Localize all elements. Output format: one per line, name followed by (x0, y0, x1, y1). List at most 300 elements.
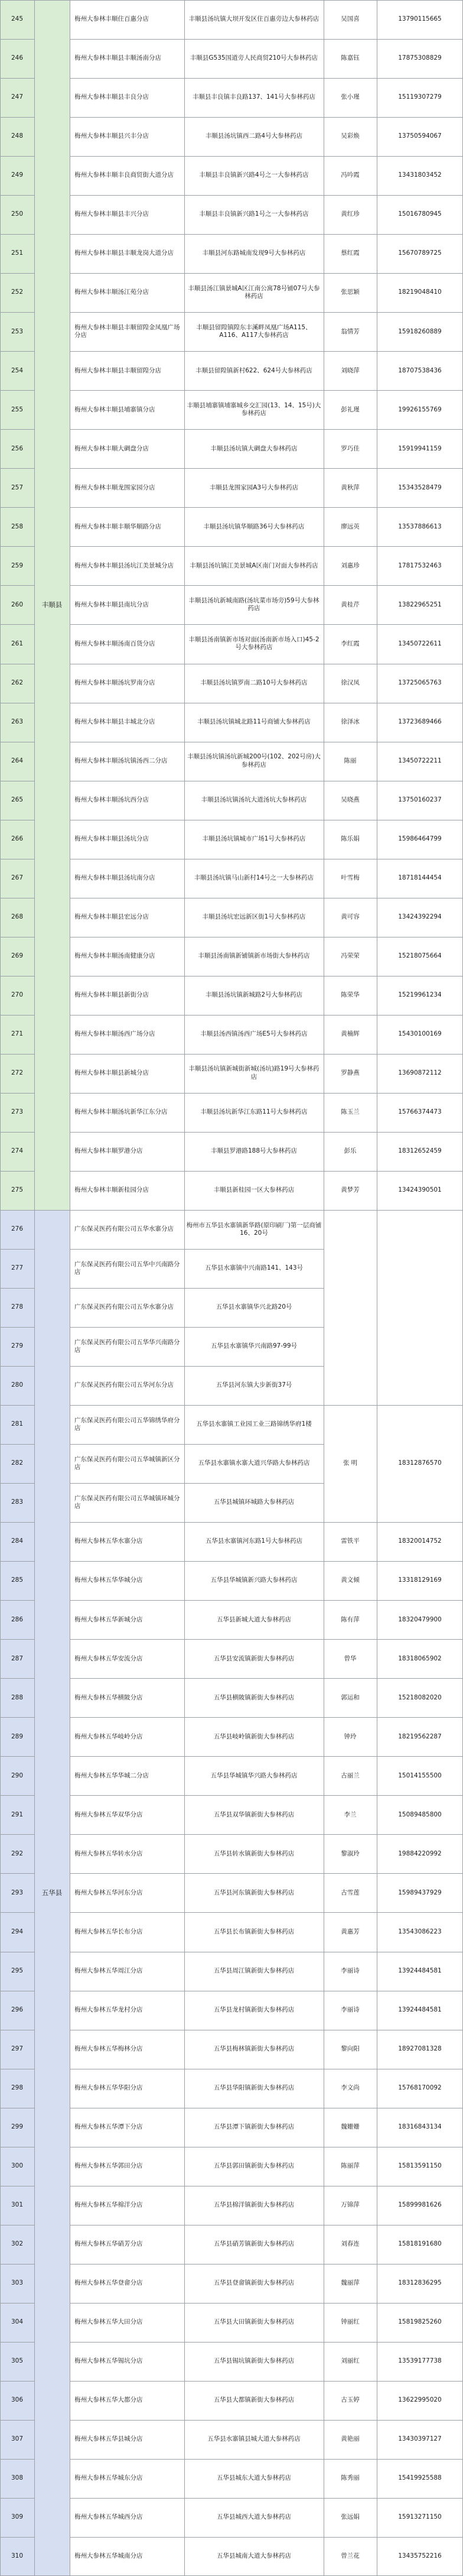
grid-line (0, 1561, 34, 1562)
store-address: 丰顺县汤坑镇新城路2号大参林药店 (205, 991, 303, 999)
row-number: 291 (11, 1811, 24, 1818)
store-address: 五华县登畲镇新街大参林药店 (213, 2279, 295, 2287)
contact-phone: 15343528479 (398, 484, 442, 491)
store-name: 梅州大参林五华双华分店 (74, 1811, 143, 1818)
row-number: 289 (11, 1733, 24, 1740)
store-name: 梅州大参林丰顺县丰顺龙岗大道分店 (74, 249, 174, 257)
grid-line (0, 1366, 34, 1367)
store-address: 丰顺县汤坑镇新城街新城(汤坑)路19号大参林药店 (188, 1065, 319, 1081)
grid-line (0, 1405, 34, 1406)
store-name: 广东保灵医药有限公司五华城镇新区分店 (74, 1455, 180, 1471)
row-number: 282 (11, 1459, 24, 1467)
grid-line (0, 429, 34, 430)
row-number: 292 (11, 1850, 24, 1857)
contact-phone: 13750594067 (398, 132, 442, 140)
store-name: 梅州大参林丰顺县丰顺留隍分店 (74, 366, 161, 374)
contact-person: 陈秀丽 (341, 2474, 360, 2482)
store-name: 广东保灵医药有限公司五华水寨分店 (74, 1225, 174, 1233)
store-name: 梅州大参林五华大田分店 (74, 2318, 143, 2326)
contact-phone: 18312836295 (398, 2279, 442, 2287)
row-number: 283 (11, 1498, 24, 1506)
contact-phone: 13539177738 (398, 2357, 442, 2365)
store-address: 五华县水寨镇华兴南路97-99号 (210, 1342, 297, 1350)
grid-line (70, 39, 324, 40)
store-name: 梅州大参林五华棉洋分店 (74, 2201, 143, 2208)
grid-line (324, 2342, 463, 2343)
store-address: 五华县华阳镇新街大参林药店 (213, 2084, 295, 2091)
contact-phone: 13318129169 (398, 1576, 442, 1584)
store-name: 梅州大参林丰顺县汤坑南分店 (74, 874, 155, 881)
grid-line (70, 1561, 324, 1562)
store-name: 梅州大参林丰顺住百惠分店 (74, 15, 149, 23)
grid-line (70, 1483, 324, 1484)
row-number: 249 (11, 171, 24, 179)
grid-line (70, 1678, 324, 1679)
store-name: 梅州大参林五华长布分店 (74, 1928, 143, 1935)
contact-person: 蔡红霞 (341, 249, 360, 257)
store-address: 丰顺县汤坑镇城北路11号商铺大参林药店 (197, 718, 311, 725)
grid-line (184, 0, 185, 2576)
grid-line (34, 0, 35, 2576)
contact-phone: 18316843134 (398, 2123, 442, 2130)
grid-line (324, 39, 463, 40)
store-address: 丰顺县罗港路188号大参林药店 (210, 1147, 298, 1155)
contact-phone: 13435752216 (398, 2552, 442, 2560)
grid-line (70, 1522, 324, 1523)
contact-phone: 15218075664 (398, 952, 442, 959)
store-name: 梅州大参林五华水寨分店 (74, 1537, 143, 1545)
grid-line (324, 2420, 463, 2421)
contact-phone: 15119307279 (398, 93, 442, 101)
store-address: 丰顺县汤坑镇华顺路36号大参林药店 (203, 523, 305, 530)
row-number: 296 (11, 2006, 24, 2013)
store-address: 五华县郭田镇新街大参林药店 (213, 2162, 295, 2169)
store-address: 五华县水寨镇水寨大道兴华路大参林药店 (198, 1459, 310, 1467)
grid-line (0, 156, 34, 157)
row-number: 298 (11, 2084, 24, 2091)
county-label: 丰顺县 (41, 601, 63, 609)
store-address: 丰顺县新桂园一区大参林药店 (213, 1186, 295, 1194)
row-number: 269 (11, 952, 24, 959)
grid-line (0, 1600, 34, 1601)
store-name: 梅州大参林五华安流分店 (74, 1654, 143, 1662)
row-number: 288 (11, 1693, 24, 1701)
contact-phone: 15986464799 (398, 835, 442, 842)
grid-line (0, 351, 34, 352)
store-address: 丰顺县埔寨镇埔寨城乡交汇园(13、14、15号)大参林药店 (187, 401, 321, 417)
store-address: 五华县梅林镇新街大参林药店 (213, 2045, 295, 2052)
row-number: 302 (11, 2240, 24, 2247)
store-name: 广东保灵医药有限公司五华华兴南路分店 (74, 1338, 180, 1354)
store-address: 五华县城西大道大参林药店 (217, 2513, 291, 2521)
store-address: 丰顺县汤坑镇大碉盘大参林药店 (210, 445, 298, 452)
grid-line (70, 78, 324, 79)
grid-line (324, 1093, 463, 1094)
row-number: 308 (11, 2474, 24, 2482)
row-number: 306 (11, 2396, 24, 2404)
row-number: 280 (11, 1381, 24, 1389)
store-name: 梅州大参林丰顺汤坑新华江东分店 (74, 1108, 168, 1116)
row-number: 259 (11, 562, 24, 569)
grid-line (324, 429, 463, 430)
store-name: 梅州大参林丰顺汤南百货分店 (74, 640, 155, 647)
grid-line (0, 1756, 34, 1757)
row-number: 272 (11, 1069, 24, 1077)
store-name: 梅州大参林五华岐岭分店 (74, 1733, 143, 1740)
grid-line (0, 1834, 34, 1835)
grid-line (324, 2381, 463, 2382)
grid-line (0, 1912, 34, 1913)
store-name: 梅州大参林丰顺县丰顺汤南分店 (74, 54, 161, 62)
grid-line (70, 2303, 324, 2304)
grid-line (324, 2537, 463, 2538)
store-name: 梅州大参林五华潭下分店 (74, 2123, 143, 2130)
grid-line (70, 1834, 324, 1835)
contact-person: 张 明 (343, 1459, 358, 1467)
row-number: 262 (11, 679, 24, 686)
row-number: 268 (11, 913, 24, 920)
store-address: 五华县长布镇新街大参林药店 (213, 1928, 295, 1935)
row-number: 276 (11, 1225, 24, 1233)
store-address: 五华县大都镇新街大参林药店 (213, 2396, 295, 2404)
store-address: 五华县岐岭镇新街大参林药店 (213, 1733, 295, 1740)
grid-line (70, 2381, 324, 2382)
grid-line (0, 78, 34, 79)
row-number: 285 (11, 1576, 24, 1584)
contact-person: 翁情芳 (341, 327, 360, 335)
contact-person: 钟玲 (344, 1733, 357, 1740)
grid-line (0, 1054, 34, 1055)
grid-line (70, 1054, 324, 1055)
contact-person: 罗巧佳 (341, 445, 360, 452)
contact-phone: 15419925588 (398, 2474, 442, 2482)
store-name: 梅州大参林丰顺汤坑镇汤西二分店 (74, 757, 168, 764)
contact-person: 吴彩焕 (341, 132, 360, 140)
contact-person: 冯吟霞 (341, 171, 360, 179)
store-name: 梅州大参林五华登畲分店 (74, 2279, 143, 2287)
contact-person: 古丽兰 (341, 1772, 360, 1779)
contact-phone: 13622995020 (398, 2396, 442, 2404)
contact-person: 陈玉兰 (341, 1108, 360, 1116)
row-number: 299 (11, 2123, 24, 2130)
contact-person: 彭礼瑾 (341, 405, 360, 413)
row-number: 310 (11, 2552, 24, 2560)
grid-line (324, 2303, 463, 2304)
grid-line (70, 2342, 324, 2343)
contact-person: 张远娟 (341, 2513, 360, 2521)
contact-person: 黄红珍 (341, 210, 360, 218)
store-name: 梅州大参林五华郭田分店 (74, 2162, 143, 2169)
contact-phone: 13750160237 (398, 796, 442, 803)
row-number: 300 (11, 2162, 24, 2169)
store-address: 丰顺县留隍镇隍东丰溪畔凤凰广场A115、A116、A117大参林药店 (196, 323, 312, 339)
contact-person: 张小瑾 (341, 93, 360, 101)
store-address: 丰顺县汤坑镇江美景城A区南门对面大参林药店 (190, 562, 318, 569)
store-name: 梅州大参林丰顺县宏远分店 (74, 913, 149, 920)
grid-line (0, 117, 34, 118)
contact-phone: 15016780945 (398, 210, 442, 218)
store-name: 梅州大参林五华横陂分店 (74, 1693, 143, 1701)
store-address: 五华县水寨镇中兴南路141、143号 (204, 1264, 304, 1272)
store-name: 梅州大参林五华硝芳分店 (74, 2240, 143, 2247)
store-address: 五华县潭下镇新街大参林药店 (213, 2123, 295, 2130)
contact-person: 陈丽 (344, 757, 357, 764)
store-address: 丰顺县汤江镇景城A区江南公寓78号铺07号大参林药店 (188, 284, 320, 300)
contact-person: 黄惠芳 (341, 1928, 360, 1935)
contact-phone: 17875308829 (398, 54, 442, 62)
contact-phone: 15089485800 (398, 1811, 442, 1818)
row-number: 286 (11, 1615, 24, 1623)
store-name: 梅州大参林丰顺罗港分店 (74, 1147, 143, 1155)
grid-line (70, 1405, 324, 1406)
store-address: 五华县硝芳镇新街大参林药店 (213, 2240, 295, 2247)
store-address: 丰顺县汤坑镇马山新村14号之一大参林药店 (194, 874, 314, 881)
row-number: 251 (11, 249, 24, 257)
grid-line (0, 0, 1, 2576)
grid-line (324, 1132, 463, 1133)
store-address: 丰顺县汤坑镇西二路4号大参林药店 (205, 132, 303, 140)
contact-phone: 13924484581 (398, 1967, 442, 1974)
grid-line (324, 1795, 463, 1796)
contact-phone: 15899981626 (398, 2201, 442, 2208)
contact-person: 吴国喜 (341, 15, 360, 23)
store-address: 丰顺县汤坑镇汤坑大道汤坑大参林药店 (201, 796, 307, 803)
contact-person: 曾兰花 (341, 2552, 360, 2560)
contact-person: 陈有萍 (341, 1615, 360, 1623)
grid-line (70, 1600, 324, 1601)
contact-person: 张思颖 (341, 288, 360, 296)
store-address: 五华县城镇环城路大参林药店 (213, 1498, 295, 1506)
contact-phone: 13537886613 (398, 523, 442, 530)
contact-person: 徐泽冰 (341, 718, 360, 725)
grid-line (0, 2342, 34, 2343)
contact-phone: 18718144454 (398, 874, 442, 881)
row-number: 265 (11, 796, 24, 803)
store-address: 丰顺县汤坑宏远新区街1号大参林药店 (202, 913, 306, 920)
row-number: 264 (11, 757, 24, 764)
grid-line (0, 2459, 34, 2460)
row-number: 281 (11, 1420, 24, 1428)
store-name: 梅州大参林五华华城分店 (74, 1576, 143, 1584)
contact-phone: 15670789725 (398, 249, 442, 257)
store-name: 梅州大参林五华梅林分店 (74, 2045, 143, 2052)
county-label: 五华县 (41, 1889, 63, 1897)
store-address: 五华县城东大道大参林药店 (217, 2474, 291, 2482)
contact-person: 黄梦芳 (341, 1186, 360, 1194)
contact-phone: 15989437929 (398, 1889, 442, 1896)
grid-line (70, 1249, 324, 1250)
contact-phone: 13430397127 (398, 2435, 442, 2443)
store-name: 梅州大参林丰顺县兴丰分店 (74, 132, 149, 140)
store-name: 梅州大参林丰顺汤坑罗南分店 (74, 679, 155, 686)
row-number: 258 (11, 523, 24, 530)
contact-phone: 15014155500 (398, 1772, 442, 1779)
grid-line (70, 273, 324, 274)
store-name: 梅州大参林丰顺县新城分店 (74, 1069, 149, 1077)
store-address: 丰顺县留隍镇新村622、624号大参林药店 (195, 366, 312, 374)
store-name: 梅州大参林丰顺县丰城北分店 (74, 718, 155, 725)
grid-line (70, 507, 324, 508)
store-name: 梅州大参林五华周江分店 (74, 1967, 143, 1974)
contact-phone: 18312652459 (398, 1147, 442, 1155)
grid-line (0, 2303, 34, 2304)
store-address: 五华县水寨镇华兴北路20号 (216, 1303, 292, 1311)
row-number: 266 (11, 835, 24, 842)
contact-person: 廖远英 (341, 523, 360, 530)
store-name: 梅州大参林五华锡坑分店 (74, 2357, 143, 2365)
row-number: 301 (11, 2201, 24, 2208)
grid-line (70, 1015, 324, 1016)
grid-line (0, 1522, 34, 1523)
row-number: 270 (11, 991, 24, 999)
store-address: 梅州市五华县水寨镇新华路(原印刷厂)第一层商铺16、20号 (186, 1221, 322, 1237)
store-address: 五华县周江镇新街大参林药店 (213, 1967, 295, 1974)
contact-phone: 19926155769 (398, 405, 442, 413)
contact-person: 冯荣荣 (341, 952, 360, 959)
grid-line (324, 1756, 463, 1757)
grid-line (70, 1912, 324, 1913)
row-number: 309 (11, 2513, 24, 2521)
store-address: 五华县华城镇新兴路大参林药店 (210, 1576, 298, 1584)
grid-line (0, 1795, 34, 1796)
store-name: 梅州大参林丰顺汤南健康分店 (74, 952, 155, 959)
grid-line (70, 156, 324, 157)
grid-line (0, 1717, 34, 1718)
store-name: 梅州大参林五华城南分店 (74, 2552, 143, 2560)
contact-person: 罗静燕 (341, 1069, 360, 1077)
store-address: 丰顺县汤坑镇汤坑新城200号(102、202号房)大参林药店 (187, 753, 321, 768)
grid-line (70, 1756, 324, 1757)
contact-person: 雷铁平 (341, 1537, 360, 1545)
row-number: 279 (11, 1342, 24, 1350)
grid-line (70, 312, 324, 313)
store-address: 丰顺县丰良镇丰良路137、141号大参林药店 (192, 93, 316, 101)
store-address: 丰顺县汤南镇新市场对面(汤南新市场入口)45-2号大参林药店 (188, 636, 319, 651)
row-number: 273 (11, 1108, 24, 1116)
store-name: 广东保灵医药有限公司五华锦绣华府分店 (74, 1416, 180, 1432)
store-name: 梅州大参林丰顺汤江苑分店 (74, 288, 149, 296)
grid-line (324, 1678, 463, 1679)
contact-phone: 18318065902 (398, 1654, 442, 1662)
grid-line (324, 1522, 463, 1523)
contact-phone: 15219961234 (398, 991, 442, 999)
grid-line (0, 1288, 34, 1289)
grid-line (324, 234, 463, 235)
store-name: 广东保灵医药有限公司五华城镇环城分店 (74, 1494, 180, 1510)
grid-line (70, 1717, 324, 1718)
store-name: 梅州大参林五华华阳分店 (74, 2084, 143, 2091)
contact-phone: 18320014752 (398, 1537, 442, 1545)
grid-line (324, 2498, 463, 2499)
grid-line (324, 156, 463, 157)
grid-line (0, 1639, 34, 1640)
grid-line (324, 585, 463, 586)
grid-line (70, 429, 324, 430)
grid-line (70, 1639, 324, 1640)
contact-person: 陈乐娟 (341, 835, 360, 842)
grid-line (324, 1717, 463, 1718)
store-address: 五华县龙村镇新街大参林药店 (213, 2006, 295, 2013)
contact-phone: 15218082020 (398, 1693, 442, 1701)
grid-line (0, 2381, 34, 2382)
grid-line (0, 1678, 34, 1679)
contact-phone: 13690872112 (398, 1069, 442, 1077)
store-name: 梅州大参林五华华城二分店 (74, 1772, 149, 1779)
contact-person: 彭乐 (344, 1147, 357, 1155)
store-address: 丰顺县汤坑镇罗南二路10号大参林药店 (200, 679, 308, 686)
grid-line (324, 117, 463, 118)
row-number: 248 (11, 132, 24, 140)
grid-line (324, 1171, 463, 1172)
row-number: 271 (11, 1030, 24, 1038)
row-number: 261 (11, 640, 24, 647)
contact-person (324, 1210, 377, 1405)
store-address: 五华县锡坑镇新街大参林药店 (213, 2357, 295, 2365)
grid-line (0, 39, 34, 40)
store-address: 丰顺县汤南镇新铺镇新市场街大参林药店 (198, 952, 310, 959)
grid-line (324, 1834, 463, 1835)
store-name: 梅州大参林丰顺县丰兴分店 (74, 210, 149, 218)
store-name: 梅州大参林丰顺县丰顺留隍金凤凰广场分店 (74, 323, 180, 339)
grid-line (324, 312, 463, 313)
row-number: 295 (11, 1967, 24, 1974)
store-address: 五华县新城大道大参林药店 (217, 1615, 291, 1623)
contact-person: 黄艳丽 (341, 2435, 360, 2443)
grid-line (324, 468, 463, 469)
contact-person: 魏丽萍 (341, 2279, 360, 2287)
grid-line (70, 351, 324, 352)
contact-phone: 18312876570 (398, 1459, 442, 1467)
contact-person: 黄可容 (341, 913, 360, 920)
store-address: 五华县大田镇新街大参林药店 (213, 2318, 295, 2326)
store-name: 梅州大参林五华城西分店 (74, 2513, 143, 2521)
contact-person: 黄楠辉 (341, 1030, 360, 1038)
grid-line (0, 312, 34, 313)
grid-line (324, 1912, 463, 1913)
grid-line (70, 1795, 324, 1796)
row-number: 275 (11, 1186, 24, 1194)
contact-person: 曾华 (344, 1654, 357, 1662)
grid-line (70, 2420, 324, 2421)
row-number: 257 (11, 484, 24, 491)
grid-line (70, 1327, 324, 1328)
contact-phone: 18320479900 (398, 1615, 442, 1623)
store-address: 五华县横陂镇新街大参林药店 (213, 1693, 295, 1701)
store-name: 梅州大参林丰顺龙围家园分店 (74, 484, 155, 491)
contact-person: 吴晓燕 (341, 796, 360, 803)
contact-person: 刘惠珍 (341, 562, 360, 569)
contact-phone: 15919941159 (398, 445, 442, 452)
grid-line (324, 1873, 463, 1874)
contact-phone (377, 1210, 463, 1405)
contact-phone: 15913271150 (398, 2513, 442, 2521)
grid-line (70, 624, 324, 625)
contact-phone: 13450722611 (398, 640, 442, 647)
grid-line (0, 1444, 34, 1445)
grid-line (0, 1015, 34, 1016)
grid-line (70, 1093, 324, 1094)
grid-line (0, 2537, 34, 2538)
row-number: 303 (11, 2279, 24, 2287)
grid-line (70, 1288, 324, 1289)
store-name: 梅州大参林丰顺县埔寨镇分店 (74, 405, 155, 413)
row-number: 287 (11, 1654, 24, 1662)
contact-person: 郭运和 (341, 1693, 360, 1701)
store-address: 五华县河东镇新街大参林药店 (213, 1889, 295, 1896)
store-name: 梅州大参林五华转水分店 (74, 1850, 143, 1857)
grid-line (70, 234, 324, 235)
store-name: 梅州大参林丰顺县汤坑江美景城分店 (74, 562, 174, 569)
